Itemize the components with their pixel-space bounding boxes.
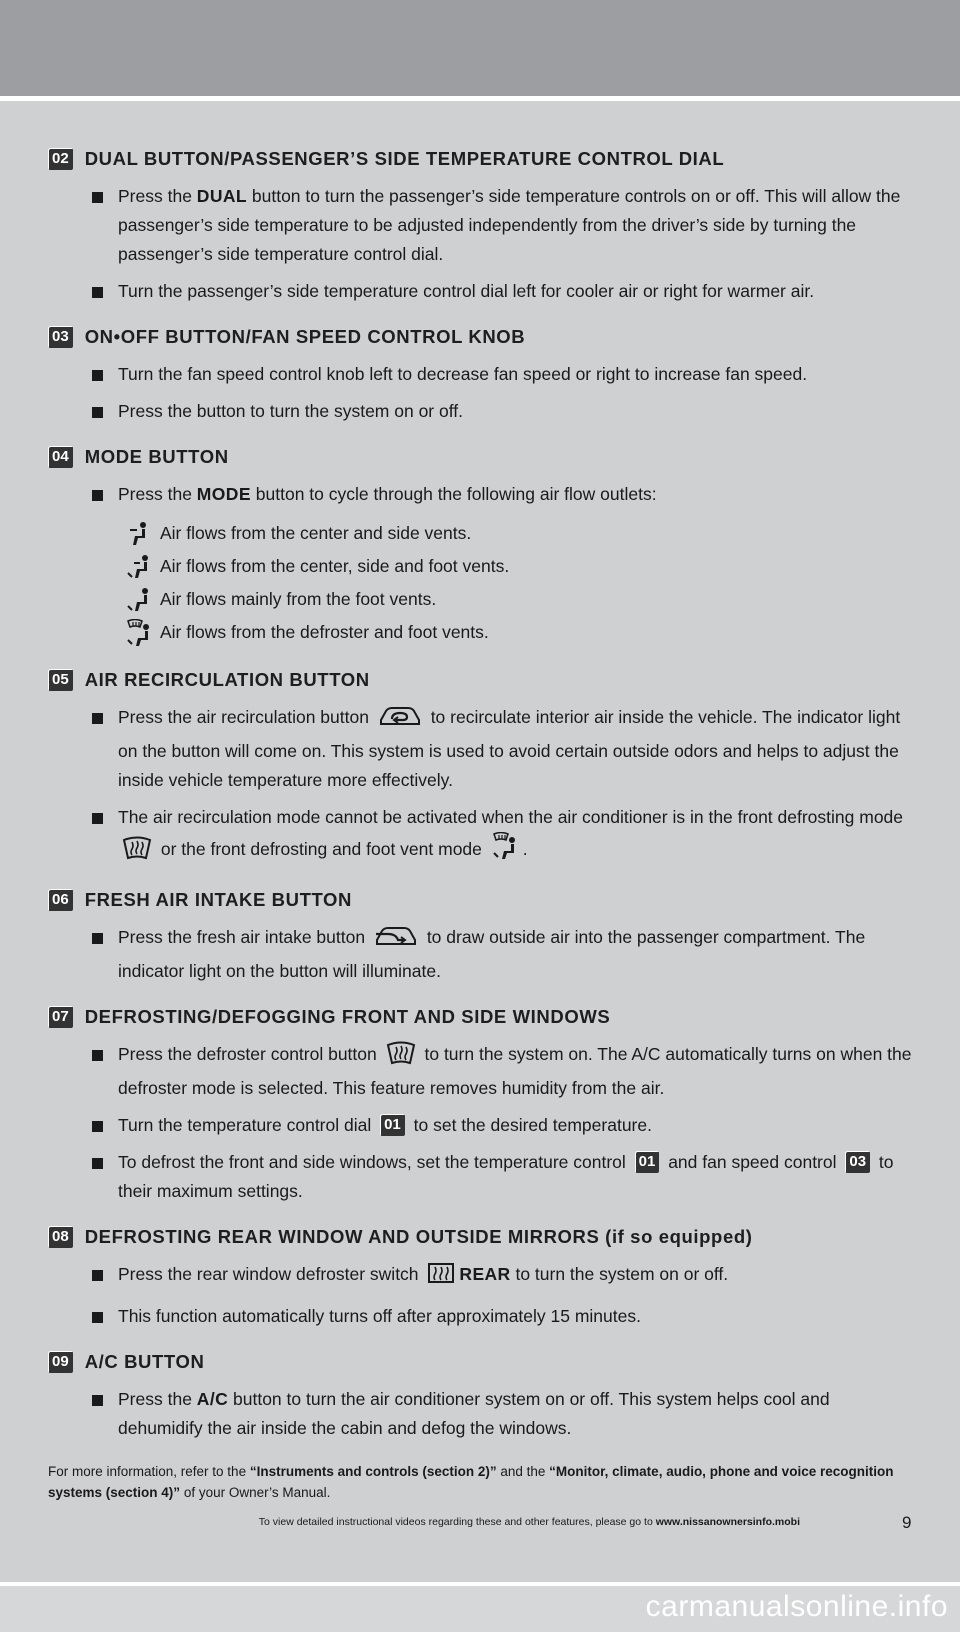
airflow-mode-text: Air flows from the center, side and foot vents. [160,556,510,576]
bullet-text: to draw outside air into the passenger compartment. The indicator light on the button will illuminate. [118,927,866,981]
reference-badge: 01 [380,1114,405,1136]
bold-keyword: MODE [196,484,251,504]
bullet-item [48,1302,918,1331]
section-title: FRESH AIR INTAKE BUTTON [84,889,353,910]
bullet-item [48,703,918,795]
section-heading [48,1347,918,1377]
section-05 [48,665,918,869]
section-04 [48,442,918,649]
manual-section-ref: “Instruments and controls (section 2)” [249,1464,497,1479]
bullet-item [48,182,918,269]
video-instructions-line [120,1516,800,1528]
note-text: and the [496,1464,550,1479]
section-title: A/C BUTTON [84,1351,205,1372]
section-title: MODE BUTTON [84,446,229,467]
top-divider [0,96,960,101]
section-number-badge: 03 [48,326,73,348]
section-06 [48,885,918,986]
nissan-owners-info-link[interactable]: www.nissanownersinfo.mobi [655,1516,800,1528]
note-text: For more information, refer to the [48,1464,250,1479]
section-title: AIR RECIRCULATION BUTTON [84,669,370,690]
bullet-text: This function automatically turns off after approximately 15 minutes. [118,1306,641,1326]
top-gray-band [0,0,960,96]
bullet-text: to set the desired temperature. [408,1115,652,1135]
section-03 [48,322,918,426]
bullet-item [48,803,918,869]
front-defrost-icon [122,836,152,869]
bullet-text: Press the defroster control button [118,1044,382,1064]
bullet-text: and fan speed control [663,1152,842,1172]
bullet-text: to recirculate interior air inside the vehicle. The indicator light on the button will come on. This system is used to avoid certain outside odors and helps to adjust the inside vehicle temperature more effectively. [118,707,901,790]
front-defrost-icon [386,1041,416,1074]
bullet-text: The air recirculation mode cannot be activated when the air conditioner is in the front defrosting mode [118,807,904,827]
airflow-mode-text: Air flows from the defroster and foot vents. [160,622,489,642]
section-heading [48,144,918,174]
bullet-item [48,360,918,389]
section-title: DUAL BUTTON/PASSENGER’S SIDE TEMPERATURE CONTROL DIAL [84,148,725,169]
section-number-badge: 04 [48,446,73,468]
bullet-text: button to turn the passenger’s side temperature controls on or off. This will allow the passenger’s side temperature to be adjusted independently from the driver’s side by turning the passenger’s side temperature control dial. [118,186,901,264]
defrost-foot-vent-icon [120,619,158,647]
section-heading [48,885,918,915]
section-number-badge: 05 [48,669,73,691]
section-09 [48,1347,918,1443]
fresh-air-icon [374,924,418,957]
manual-section-ref: “Monitor, climate, audio, phone and voice recognition systems (section 4)” [48,1464,894,1500]
recirculation-icon [378,704,422,737]
rear-defrost-icon [427,1261,455,1294]
bullet-text: Press the [118,1389,197,1409]
section-number-badge: 06 [48,889,73,911]
bullet-text: To defrost the front and side windows, set the temperature control [118,1152,631,1172]
airflow-mode-row [48,616,918,649]
video-instructions-text: To view detailed instructional videos regarding these and other features, please go to [258,1516,656,1528]
section-02 [48,144,918,306]
bold-keyword: A/C [196,1389,229,1409]
bullet-text: button to cycle through the following air flow outlets: [250,484,657,504]
bullet-text: Press the fresh air intake button [118,927,370,947]
section-number-badge: 08 [48,1226,73,1248]
bullet-item [48,397,918,426]
bullet-text: Press the [118,484,197,504]
bullet-item [48,923,918,986]
airflow-mode-text: Air flows mainly from the foot vents. [160,589,437,609]
section-number-badge: 09 [48,1351,73,1373]
section-title: DEFROSTING/DEFOGGING FRONT AND SIDE WINDOWS [84,1006,611,1027]
defrost-foot-vent-icon [491,832,519,869]
section-number-badge: 02 [48,148,73,170]
bullet-text: or the front defrosting and foot vent mode [156,839,487,859]
reference-badge: 01 [635,1151,660,1173]
airflow-mode-text: Air flows from the center and side vents. [160,523,472,543]
airflow-mode-row [48,550,918,583]
bullet-text: Press the [118,186,197,206]
bullet-text: to turn the system on. The A/C automatically turns on when the defroster mode is selected. This feature removes humidity from the air. [118,1044,912,1098]
manual-reference-note [48,1461,898,1503]
bullet-text: Turn the temperature control dial [118,1115,377,1135]
section-title: DEFROSTING REAR WINDOW AND OUTSIDE MIRRORS (if so equipped) [84,1226,753,1247]
bullet-text: Press the rear window defroster switch [118,1264,424,1284]
bullet-text: to their maximum settings. [118,1152,894,1201]
face-vent-icon [120,521,158,547]
foot-vent-icon [120,587,158,613]
bullet-text: Turn the fan speed control knob left to decrease fan speed or right to increase fan speed. [118,364,808,384]
reference-badge: 03 [845,1151,870,1173]
bullet-text: Turn the passenger’s side temperature control dial left for cooler air or right for warmer air. [118,281,815,301]
bullet-text: . [522,839,528,859]
section-08 [48,1222,918,1331]
bullet-text: Press the button to turn the system on or off. [118,401,464,421]
bullet-item [48,1260,918,1294]
section-number-badge: 07 [48,1006,73,1028]
airflow-mode-row [48,583,918,616]
section-heading [48,1222,918,1252]
bold-keyword: DUAL [196,186,248,206]
bullet-item [48,1111,918,1140]
bi-level-vent-icon [120,554,158,580]
watermark: carmanualsonline.info [645,1590,948,1623]
section-title: ON•OFF BUTTON/FAN SPEED CONTROL KNOB [84,326,526,347]
bullet-item [48,1040,918,1103]
section-heading [48,442,918,472]
bullet-item [48,277,918,306]
section-07 [48,1002,918,1206]
bullet-item [48,480,918,509]
section-heading [48,1002,918,1032]
bullet-item [48,1148,918,1206]
bullet-text: button to turn the air conditioner system on or off. This system helps cool and dehumidify the air inside the cabin and defog the windows. [118,1389,830,1438]
airflow-mode-row [48,517,918,550]
bullet-text: to turn the system on or off. [510,1264,729,1284]
page-number: 9 [902,1513,912,1532]
section-heading [48,322,918,352]
note-text: of your Owner’s Manual. [180,1485,331,1500]
bold-keyword: REAR [459,1264,511,1284]
section-heading [48,665,918,695]
bullet-text: Press the air recirculation button [118,707,374,727]
bullet-item [48,1385,918,1443]
document-body [48,144,918,1503]
